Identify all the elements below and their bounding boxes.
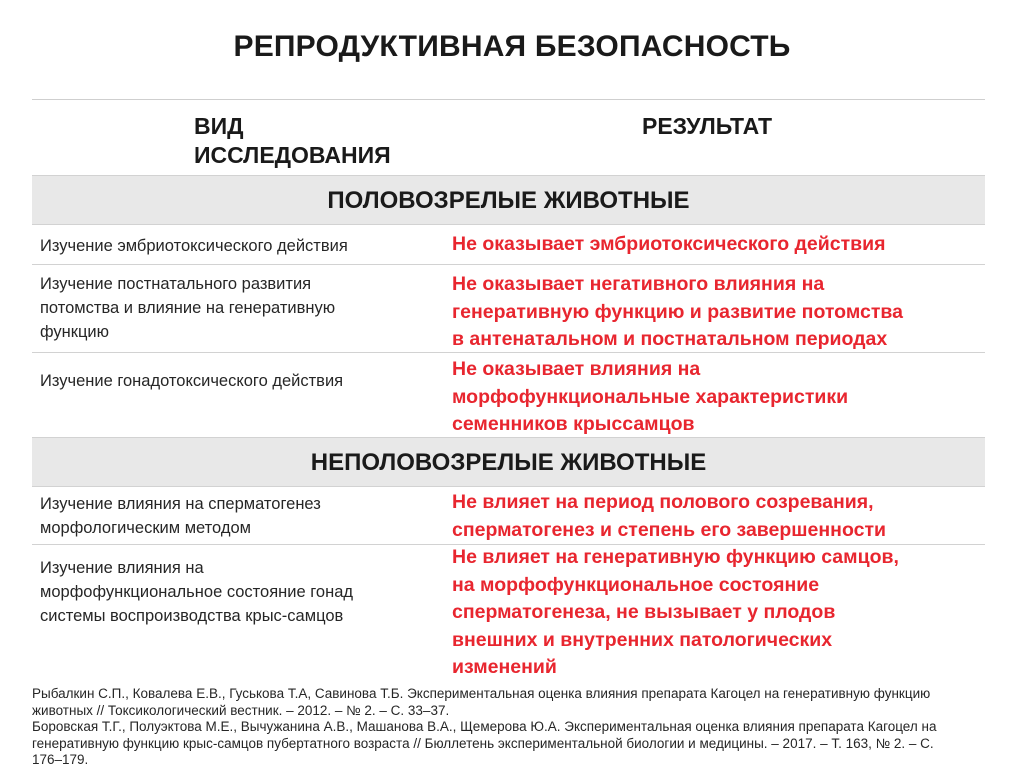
study-cell xyxy=(40,492,435,540)
study-type-header-line: ИССЛЕДОВАНИЯ xyxy=(194,142,391,168)
result-line: Не оказывает влияния на xyxy=(452,358,701,380)
result-line: семенников крыссамцов xyxy=(452,413,695,435)
table-row xyxy=(32,265,985,353)
reference-line: Боровская Т.Г., Полуэктова М.Е., Вычужанина А.В., Машанова В.А., Щемерова Ю.А. Экспериментальная оценка влияния препарата Кагоцел на xyxy=(32,719,937,734)
top-divider xyxy=(32,99,985,100)
study-line: Изучение влияния на сперматогенез xyxy=(40,495,321,513)
reference-line: животных // Токсикологический вестник. – 2012. – № 2. – С. 33–37. xyxy=(32,702,450,718)
result-cell xyxy=(452,544,982,682)
result-line: сперматогенез и степень его завершенности xyxy=(452,518,886,541)
table-row xyxy=(32,353,985,437)
study-line: системы воспроизводства крыс-самцов xyxy=(40,607,344,625)
result-line: Не влияет на период полового созревания, xyxy=(452,491,874,513)
result-line: морфофункциональные характеристики xyxy=(452,385,849,408)
reference-item xyxy=(32,719,992,767)
table-header xyxy=(32,109,985,175)
result-cell xyxy=(452,489,982,544)
study-type-header-line: ВИД xyxy=(194,113,244,139)
study-cell xyxy=(40,369,435,393)
section-mature-animals: ПОЛОВОЗРЕЛЫЕ ЖИВОТНЫЕ xyxy=(32,175,985,225)
study-line: морфофункциональное состояние гонад xyxy=(40,583,354,601)
study-line: функцию xyxy=(40,323,110,341)
result-header: РЕЗУЛЬТАТ xyxy=(642,113,773,139)
reference-line: Рыбалкин С.П., Ковалева Е.В., Гуськова Т.А, Савинова Т.Б. Экспериментальная оценка влияния препарата Кагоцел на генеративную функцию xyxy=(32,686,931,701)
result-line: на морфофункциональное состояние xyxy=(452,573,820,596)
study-line: Изучение постнатального развития xyxy=(40,275,312,293)
study-line: потомства и влияние на генеративную xyxy=(40,299,336,317)
result-line: генеративную функцию и развитие потомства xyxy=(452,300,903,323)
study-cell xyxy=(40,556,435,628)
result-cell xyxy=(452,356,982,439)
reference-line: генеративную функцию крыс-самцов пубертатного возраста // Бюллетень экспериментальной биологии и медицины. – 2017. – Т. 163, № 2. – С. xyxy=(32,735,934,751)
result-line: Не оказывает негативного влияния на xyxy=(452,273,825,295)
study-line: Изучение гонадотоксического действия xyxy=(40,372,344,390)
result-cell xyxy=(452,231,982,259)
result-cell xyxy=(452,271,982,354)
result-line: внешних и внутренних патологических xyxy=(452,628,833,651)
table-row xyxy=(32,545,985,685)
reference-line: 176–179. xyxy=(32,752,89,767)
result-line: в антенатальном и постнатальном периодах xyxy=(452,328,888,350)
table-row xyxy=(32,487,985,545)
study-type-header xyxy=(194,112,391,170)
result-line: Не влияет на генеративную функцию самцов, xyxy=(452,546,899,568)
section-immature-animals: НЕПОЛОВОЗРЕЛЫЕ ЖИВОТНЫЕ xyxy=(32,437,985,487)
result-line: изменений xyxy=(452,656,557,678)
study-line: Изучение влияния на xyxy=(40,559,204,577)
references xyxy=(32,686,992,767)
study-line: Изучение эмбриотоксического действия xyxy=(40,237,348,255)
result-line: сперматогенеза, не вызывает у плодов xyxy=(452,601,836,623)
slide-title: РЕПРОДУКТИВНАЯ БЕЗОПАСНОСТЬ xyxy=(233,30,791,63)
study-cell xyxy=(40,272,435,344)
reference-item xyxy=(32,686,992,719)
table-row xyxy=(32,225,985,265)
study-line: морфологическим методом xyxy=(40,519,252,537)
result-line: Не оказывает эмбриотоксического действия xyxy=(452,233,886,255)
study-cell xyxy=(40,234,435,258)
